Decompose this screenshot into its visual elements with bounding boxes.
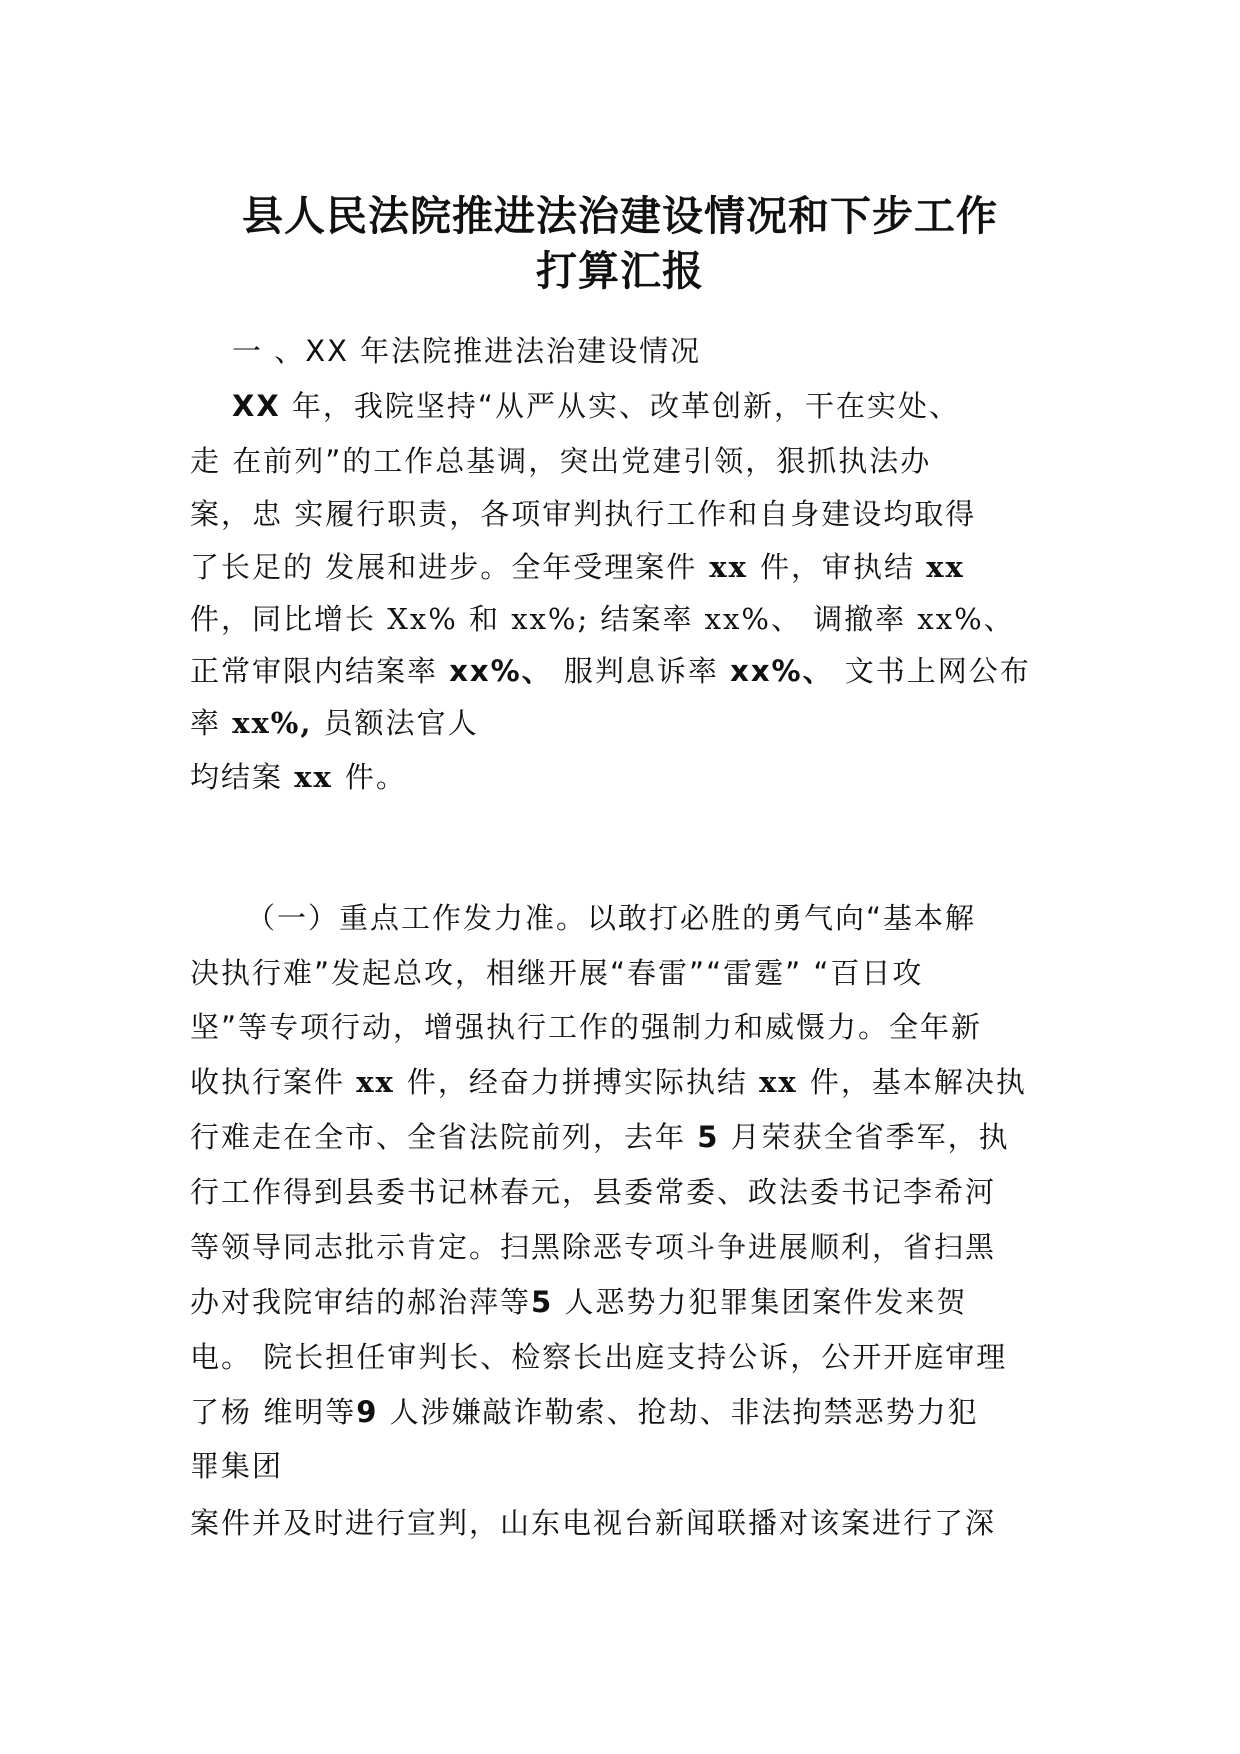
paragraph-line: （一）重点工作发力准。以敢打必胜的勇气向“基本解 xyxy=(246,901,977,935)
paragraph-line xyxy=(232,386,960,426)
bold-text: xx xyxy=(697,550,761,584)
text-span: 员额法官人 xyxy=(312,706,479,740)
bold-text: XX xyxy=(232,389,281,423)
text-span: 文书上网公布 xyxy=(833,654,1031,688)
bold-text: xx xyxy=(356,1065,407,1099)
paragraph-line xyxy=(190,1062,1027,1102)
text-span: 人涉嫌敲诈勒索、抢劫、非法拘禁恶势力犯 xyxy=(378,1395,979,1429)
bold-text: xx%、 xyxy=(730,654,834,688)
bold-text: 5 xyxy=(531,1285,554,1319)
bold-text: xx%, xyxy=(232,706,313,740)
text-span: 均结案 xyxy=(190,760,295,794)
text-span: 服判息诉率 xyxy=(552,654,731,688)
bold-text: xx xyxy=(294,760,345,794)
text-span: 件，基本解决执 xyxy=(809,1065,1027,1099)
paragraph-line xyxy=(190,1282,967,1322)
document-title-line-2: 打算汇报 xyxy=(536,247,704,295)
paragraph-line xyxy=(190,1392,979,1432)
text-span: 收执行案件 xyxy=(190,1065,357,1099)
bold-text: xx xyxy=(759,1065,810,1099)
text-span: 了杨 维明等 xyxy=(190,1395,357,1429)
bold-text: xx%、 xyxy=(449,654,553,688)
text-span: 人恶势力犯罪集团案件发来贺 xyxy=(553,1285,968,1319)
text-span: 件，审执结 xyxy=(760,550,927,584)
text-span: 率 xyxy=(190,706,233,740)
text-span: 行难走在全市、全省法院前列，去年 xyxy=(190,1120,698,1154)
paragraph-line: 走 在前列”的工作总基调，突出党建引领，狠抓执法办 xyxy=(190,444,932,478)
paragraph-line xyxy=(190,703,479,743)
paragraph-line xyxy=(190,1117,1010,1157)
paragraph-line: 件，同比增长 Xx% 和 xx%; 结案率 xx%、 调撤率 xx%、 xyxy=(190,602,1015,636)
paragraph-line xyxy=(190,757,407,797)
text-span: 件，经奋力拼搏实际执结 xyxy=(406,1065,760,1099)
paragraph-line xyxy=(190,651,1031,691)
bold-text: xx xyxy=(926,550,965,584)
text-span: 办对我院审结的郝治萍等 xyxy=(190,1285,532,1319)
bold-text: 5 xyxy=(697,1120,720,1154)
paragraph-line: 罪集团 xyxy=(190,1449,284,1483)
text-span: 年，我院坚持“从严从实、改革创新，干在实处、 xyxy=(280,389,960,423)
text-span: 正常审限内结案率 xyxy=(190,654,450,688)
section-heading: 一 、XX 年法院推进法治建设情况 xyxy=(232,334,702,368)
paragraph-line: 决执行难”发起总攻，相继开展“春雷”“雷霆” “百日攻 xyxy=(190,956,924,990)
paragraph-line: 行工作得到县委书记林春元，县委常委、政法委书记李希河 xyxy=(190,1175,997,1209)
document-title-line-1: 县人民法院推进法治建设情况和下步工作 xyxy=(242,192,998,240)
text-span: 件。 xyxy=(344,760,407,794)
text-span: 月荣获全省季军，执 xyxy=(719,1120,1010,1154)
paragraph-line: 等领导同志批示肯定。扫黑除恶专项斗争进展顺利，省扫黑 xyxy=(190,1230,997,1264)
bold-text: 9 xyxy=(356,1395,379,1429)
paragraph-line: 案件并及时进行宣判，山东电视台新闻联播对该案进行了深 xyxy=(190,1506,997,1540)
paragraph-line xyxy=(190,547,965,587)
paragraph-line: 坚”等专项行动，增强执行工作的强制力和威慑力。全年新 xyxy=(190,1010,983,1044)
paragraph-line: 电。 院长担任审判长、检察长出庭支持公诉，公开开庭审理 xyxy=(190,1340,1008,1374)
paragraph-line: 案，忠 实履行职责，各项审判执行工作和自身建设均取得 xyxy=(190,497,977,531)
text-span: 了长足的 发展和进步。全年受理案件 xyxy=(190,550,698,584)
